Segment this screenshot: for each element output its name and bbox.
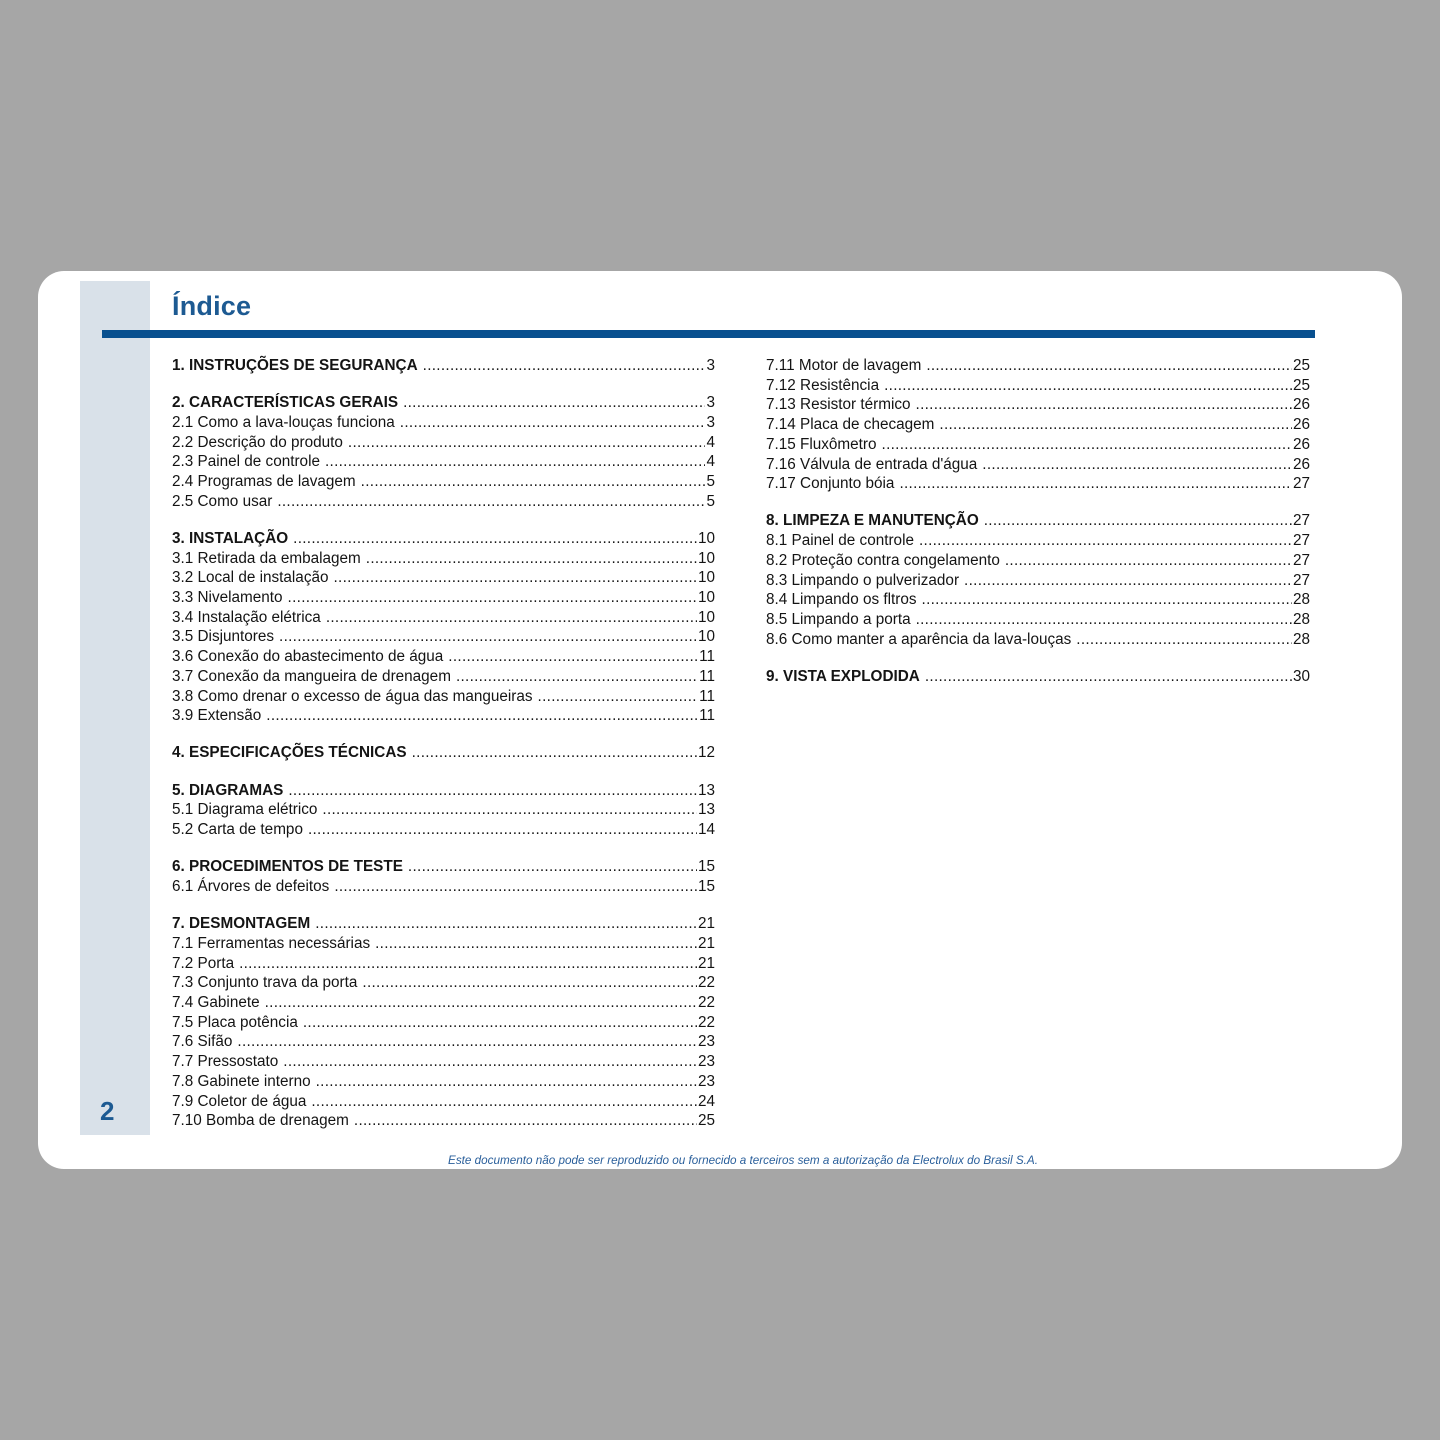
page-title: Índice: [172, 291, 252, 321]
toc-subsection-entry[interactable]: [172, 706, 715, 726]
toc-subsection-entry[interactable]: [172, 954, 715, 974]
toc-entry-label: 7.15 Fluxômetro: [766, 435, 877, 453]
toc-subsection-entry[interactable]: [766, 376, 1310, 396]
toc-entry-label: 5.2 Carta de tempo: [172, 821, 303, 839]
toc-subsection-entry[interactable]: [172, 1072, 715, 1092]
toc-dot-leader: [333, 568, 697, 588]
toc-dot-leader: [916, 610, 1292, 630]
toc-subsection-entry[interactable]: [766, 474, 1310, 494]
toc-dot-leader: [237, 1032, 697, 1052]
toc-entry-page: 11: [699, 648, 715, 666]
toc-entry-page: 25: [1292, 376, 1310, 394]
toc-entry-label: 2. CARACTERÍSTICAS GERAIS: [172, 394, 399, 412]
toc-subsection-entry[interactable]: [766, 415, 1310, 435]
toc-dot-leader: [362, 973, 697, 993]
toc-entry-page: 10: [697, 529, 715, 547]
toc-entry-label: 1. INSTRUÇÕES DE SEGURANÇA: [172, 357, 418, 374]
toc-subsection-entry[interactable]: [766, 455, 1310, 475]
toc-dot-leader: [277, 492, 705, 512]
toc-entry-label: 8.2 Proteção contra congelamento: [766, 551, 1000, 569]
toc-dot-leader: [279, 627, 697, 647]
toc-entry-page: 26: [1292, 435, 1310, 453]
toc-subsection-entry[interactable]: [172, 1052, 715, 1072]
toc-dot-leader: [265, 993, 697, 1013]
toc-subsection-entry[interactable]: [172, 452, 715, 472]
toc-entry-page: 13: [697, 801, 715, 819]
toc-entry-label: 6.1 Árvores de defeitos: [172, 877, 330, 895]
toc-entry-page: 27: [1292, 571, 1310, 589]
toc-entry-label: 7.14 Placa de checagem: [766, 416, 935, 434]
toc-dot-leader: [1005, 551, 1292, 571]
toc-entry-page: 27: [1292, 532, 1310, 550]
toc-dot-leader: [322, 800, 697, 820]
toc-entry-label: 2.4 Programas de lavagem: [172, 473, 356, 491]
toc-entry-page: 21: [697, 934, 715, 952]
toc-entry-label: 3.5 Disjuntores: [172, 628, 275, 646]
toc-dot-leader: [412, 743, 697, 763]
toc-dot-leader: [283, 1052, 697, 1072]
toc-entry-label: 7.9 Coletor de água: [172, 1092, 307, 1110]
toc-subsection-entry[interactable]: [172, 973, 715, 993]
toc-entry-label: 2.5 Como usar: [172, 492, 273, 510]
toc-entry-page: 11: [699, 687, 715, 705]
toc-dot-leader: [538, 687, 699, 707]
toc-dot-leader: [366, 549, 697, 569]
toc-dot-leader: [293, 529, 697, 549]
toc-dot-leader: [311, 1092, 697, 1112]
toc-subsection-entry[interactable]: [172, 877, 715, 897]
toc-dot-leader: [922, 590, 1292, 610]
title-divider: [102, 330, 1315, 338]
toc-section-entry[interactable]: [172, 781, 715, 801]
toc-entry-page: 23: [697, 1053, 715, 1071]
toc-subsection-entry[interactable]: [172, 1013, 715, 1033]
toc-dot-leader: [288, 588, 697, 608]
toc-section-entry[interactable]: [766, 511, 1310, 531]
toc-dot-leader: [334, 877, 697, 897]
toc-dot-leader: [423, 356, 706, 376]
toc-entry-page: 11: [699, 667, 715, 685]
toc-entry-page: 22: [697, 993, 715, 1011]
toc-subsection-entry[interactable]: [766, 531, 1310, 551]
toc-entry-page: 27: [1292, 475, 1310, 493]
toc-subsection-entry[interactable]: [766, 435, 1310, 455]
toc-entry-page: 28: [1292, 591, 1310, 609]
toc-entry-label: 8.3 Limpando o pulverizador: [766, 571, 960, 589]
toc-entry-label: 8.1 Painel de controle: [766, 532, 914, 550]
toc-subsection-entry[interactable]: [766, 571, 1310, 591]
toc-entry-page: 30: [1292, 667, 1310, 685]
toc-entry-label: 7. DESMONTAGEM: [172, 915, 311, 933]
toc-entry-label: 5.1 Diagrama elétrico: [172, 801, 318, 819]
toc-entry-page: 4: [706, 433, 715, 451]
toc-right-column: [766, 356, 1310, 687]
toc-entry-page: 25: [697, 1112, 715, 1130]
toc-entry-label: 7.8 Gabinete interno: [172, 1072, 311, 1090]
toc-entry-label: 7.5 Placa potência: [172, 1013, 298, 1031]
toc-section-entry[interactable]: [766, 667, 1310, 687]
toc-subsection-entry[interactable]: [172, 472, 715, 492]
toc-entry-page: 23: [697, 1072, 715, 1090]
toc-subsection-entry[interactable]: [172, 667, 715, 687]
toc-subsection-entry[interactable]: [766, 356, 1310, 376]
toc-entry-label: 8. LIMPEZA E MANUTENÇÃO: [766, 512, 979, 530]
toc-entry-label: 3.7 Conexão da mangueira de drenagem: [172, 667, 451, 685]
toc-entry-page: 28: [1292, 610, 1310, 628]
toc-entry-page: 21: [697, 954, 715, 972]
toc-dot-leader: [408, 857, 697, 877]
toc-dot-leader: [348, 433, 706, 453]
toc-dot-leader: [288, 781, 697, 801]
toc-dot-leader: [266, 706, 698, 726]
toc-entry-label: 3. INSTALAÇÃO: [172, 529, 289, 547]
toc-entry-label: 2.1 Como a lava-louças funciona: [172, 413, 395, 431]
toc-subsection-entry[interactable]: [172, 608, 715, 628]
toc-dot-leader: [303, 1013, 697, 1033]
toc-entry-label: 8.5 Limpando a porta: [766, 610, 911, 628]
toc-subsection-entry[interactable]: [172, 433, 715, 453]
toc-entry-label: 4. ESPECIFICAÇÕES TÉCNICAS: [172, 744, 407, 762]
toc-subsection-entry[interactable]: [766, 610, 1310, 630]
toc-subsection-entry[interactable]: [172, 800, 715, 820]
toc-entry-page: 3: [706, 357, 715, 374]
toc-entry-page: 21: [697, 915, 715, 933]
toc-entry-page: 22: [697, 1013, 715, 1031]
toc-entry-page: 13: [697, 781, 715, 799]
toc-section-entry[interactable]: [172, 857, 715, 877]
toc-entry-page: 26: [1292, 455, 1310, 473]
toc-dot-leader: [982, 455, 1292, 475]
toc-subsection-entry[interactable]: [172, 1111, 715, 1131]
toc-dot-leader: [239, 954, 697, 974]
toc-dot-leader: [939, 415, 1292, 435]
toc-entry-page: 11: [699, 707, 715, 725]
toc-left-column: [172, 356, 715, 1131]
toc-entry-label: 6. PROCEDIMENTOS DE TESTE: [172, 858, 403, 876]
toc-dot-leader: [316, 1072, 697, 1092]
toc-entry-label: 7.7 Pressostato: [172, 1053, 279, 1071]
toc-entry-page: 10: [697, 569, 715, 587]
toc-entry-label: 7.10 Bomba de drenagem: [172, 1112, 349, 1130]
toc-subsection-entry[interactable]: [172, 413, 715, 433]
toc-entry-label: 7.12 Resistência: [766, 376, 880, 394]
toc-entry-label: 7.1 Ferramentas necessárias: [172, 934, 371, 952]
toc-dot-leader: [325, 452, 706, 472]
toc-entry-page: 26: [1292, 416, 1310, 434]
toc-entry-page: 28: [1292, 630, 1310, 648]
toc-entry-label: 8.4 Limpando os fltros: [766, 591, 917, 609]
toc-entry-page: 26: [1292, 396, 1310, 414]
toc-dot-leader: [448, 647, 698, 667]
toc-dot-leader: [354, 1111, 697, 1131]
toc-subsection-entry[interactable]: [172, 993, 715, 1013]
toc-entry-label: 3.3 Nivelamento: [172, 589, 283, 607]
toc-dot-leader: [308, 820, 697, 840]
toc-entry-label: 9. VISTA EXPLODIDA: [766, 667, 920, 685]
toc-subsection-entry[interactable]: [172, 549, 715, 569]
toc-dot-leader: [919, 531, 1292, 551]
toc-subsection-entry[interactable]: [172, 492, 715, 512]
toc-dot-leader: [884, 376, 1292, 396]
toc-section-entry[interactable]: [172, 393, 715, 413]
toc-subsection-entry[interactable]: [172, 627, 715, 647]
toc-entry-label: 2.3 Painel de controle: [172, 453, 320, 471]
toc-entry-label: 7.2 Porta: [172, 954, 235, 972]
toc-entry-label: 3.4 Instalação elétrica: [172, 608, 321, 626]
toc-subsection-entry[interactable]: [172, 1032, 715, 1052]
toc-entry-page: 12: [697, 744, 715, 762]
toc-dot-leader: [315, 914, 697, 934]
toc-subsection-entry[interactable]: [172, 647, 715, 667]
toc-entry-label: 3.2 Local de instalação: [172, 569, 329, 587]
toc-subsection-entry[interactable]: [766, 630, 1310, 650]
toc-dot-leader: [1076, 630, 1292, 650]
toc-entry-page: 10: [697, 608, 715, 626]
toc-entry-page: 15: [697, 877, 715, 895]
toc-entry-page: 5: [706, 492, 715, 510]
toc-entry-page: 15: [697, 858, 715, 876]
toc-subsection-entry[interactable]: [766, 395, 1310, 415]
toc-entry-label: 3.1 Retirada da embalagem: [172, 549, 361, 567]
page-number: 2: [100, 1096, 115, 1126]
toc-dot-leader: [882, 435, 1292, 455]
toc-entry-page: 5: [706, 473, 715, 491]
toc-entry-page: 22: [697, 974, 715, 992]
toc-dot-leader: [403, 393, 705, 413]
toc-dot-leader: [926, 356, 1292, 376]
document-page: [38, 271, 1402, 1169]
page-sidebar-band: [80, 281, 150, 1135]
toc-dot-leader: [916, 395, 1292, 415]
toc-entry-label: 7.6 Sifão: [172, 1033, 233, 1051]
toc-entry-label: 5. DIAGRAMAS: [172, 781, 284, 799]
toc-dot-leader: [899, 474, 1292, 494]
toc-dot-leader: [984, 511, 1292, 531]
toc-entry-page: 27: [1292, 512, 1310, 530]
toc-dot-leader: [456, 667, 698, 687]
toc-subsection-entry[interactable]: [766, 551, 1310, 571]
toc-entry-label: 8.6 Como manter a aparência da lava-louças: [766, 630, 1072, 648]
toc-section-entry[interactable]: [172, 356, 715, 376]
toc-dot-leader: [361, 472, 706, 492]
toc-subsection-entry[interactable]: [172, 687, 715, 707]
toc-section-entry[interactable]: [172, 529, 715, 549]
toc-dot-leader: [400, 413, 706, 433]
toc-entry-label: 3.9 Extensão: [172, 707, 262, 725]
toc-dot-leader: [964, 571, 1292, 591]
toc-subsection-entry[interactable]: [172, 820, 715, 840]
toc-entry-label: 7.17 Conjunto bóia: [766, 475, 895, 493]
toc-entry-page: 14: [697, 821, 715, 839]
toc-section-entry[interactable]: [172, 743, 715, 763]
toc-entry-page: 10: [697, 628, 715, 646]
toc-entry-label: 7.3 Conjunto trava da porta: [172, 974, 358, 992]
toc-subsection-entry[interactable]: [172, 934, 715, 954]
toc-entry-label: 3.6 Conexão do abastecimento de água: [172, 648, 444, 666]
toc-entry-label: 7.11 Motor de lavagem: [766, 357, 922, 374]
toc-dot-leader: [375, 934, 697, 954]
toc-entry-label: 2.2 Descrição do produto: [172, 433, 343, 451]
toc-entry-page: 3: [706, 394, 715, 412]
toc-subsection-entry[interactable]: [766, 590, 1310, 610]
toc-entry-page: 24: [697, 1092, 715, 1110]
toc-subsection-entry[interactable]: [172, 568, 715, 588]
toc-dot-leader: [326, 608, 697, 628]
toc-subsection-entry[interactable]: [172, 588, 715, 608]
toc-entry-label: 7.16 Válvula de entrada d'água: [766, 455, 978, 473]
toc-entry-label: 7.13 Resistor térmico: [766, 396, 911, 414]
toc-subsection-entry[interactable]: [172, 1092, 715, 1112]
toc-dot-leader: [925, 667, 1292, 687]
toc-entry-label: 3.8 Como drenar o excesso de água das mangueiras: [172, 687, 533, 705]
toc-entry-page: 3: [706, 413, 715, 431]
footer-notice: Este documento não pode ser reproduzido ou fornecido a terceiros sem a autorização da Electrolux do Brasil S.A.: [448, 1154, 1038, 1167]
toc-entry-page: 23: [697, 1033, 715, 1051]
toc-entry-page: 27: [1292, 551, 1310, 569]
toc-entry-page: 25: [1292, 357, 1310, 374]
toc-entry-label: 7.4 Gabinete: [172, 993, 260, 1011]
toc-entry-page: 10: [697, 549, 715, 567]
toc-section-entry[interactable]: [172, 914, 715, 934]
toc-entry-page: 4: [706, 453, 715, 471]
toc-entry-page: 10: [697, 589, 715, 607]
